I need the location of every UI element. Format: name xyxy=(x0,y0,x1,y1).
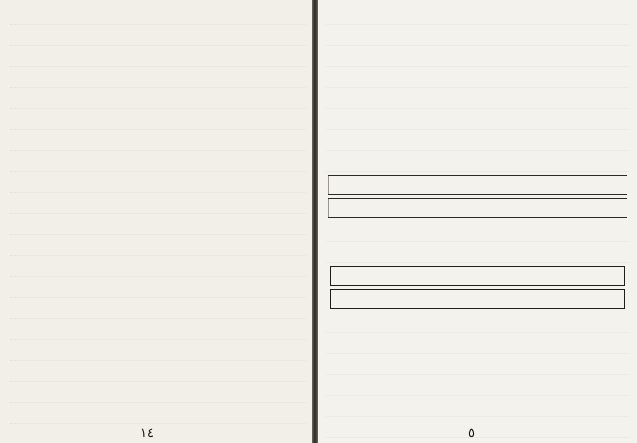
text-line xyxy=(10,151,306,172)
text-line xyxy=(10,403,306,424)
numeral-row xyxy=(328,175,627,195)
page-number: ٥ xyxy=(468,426,475,441)
text-line xyxy=(10,172,306,193)
text-line xyxy=(10,130,306,151)
text-line xyxy=(10,25,306,46)
text-line xyxy=(10,109,306,130)
text-line xyxy=(10,193,306,214)
text-line xyxy=(10,340,306,361)
text-line xyxy=(10,361,306,382)
text-line xyxy=(10,235,306,256)
text-line xyxy=(10,46,306,67)
text-line xyxy=(326,242,629,263)
text-line xyxy=(326,4,629,25)
boxed-formula xyxy=(330,289,625,309)
text-line xyxy=(10,382,306,403)
text-line xyxy=(326,151,629,172)
text-line xyxy=(10,214,306,235)
text-line xyxy=(10,67,306,88)
text-line xyxy=(10,319,306,340)
text-line xyxy=(326,221,629,242)
text-line xyxy=(326,109,629,130)
text-line xyxy=(326,396,629,417)
numeral-row-text xyxy=(328,176,627,194)
text-line xyxy=(10,277,306,298)
text-line xyxy=(326,417,629,438)
text-line xyxy=(326,312,629,333)
manuscript-page-right xyxy=(318,0,637,443)
manuscript-page-left xyxy=(0,0,312,443)
text-line xyxy=(10,256,306,277)
text-line xyxy=(10,88,306,109)
text-line xyxy=(326,375,629,396)
boxed-formula xyxy=(330,266,625,286)
text-line xyxy=(10,298,306,319)
text-line xyxy=(326,25,629,46)
text-line xyxy=(326,46,629,67)
text-line xyxy=(10,4,306,25)
numeral-row xyxy=(328,198,627,218)
text-line xyxy=(326,130,629,151)
numeral-row-text xyxy=(328,199,627,217)
text-line xyxy=(326,333,629,354)
text-line xyxy=(326,438,629,443)
text-line xyxy=(326,67,629,88)
text-line xyxy=(326,354,629,375)
text-line xyxy=(326,88,629,109)
page-number: ١٤ xyxy=(140,426,154,441)
